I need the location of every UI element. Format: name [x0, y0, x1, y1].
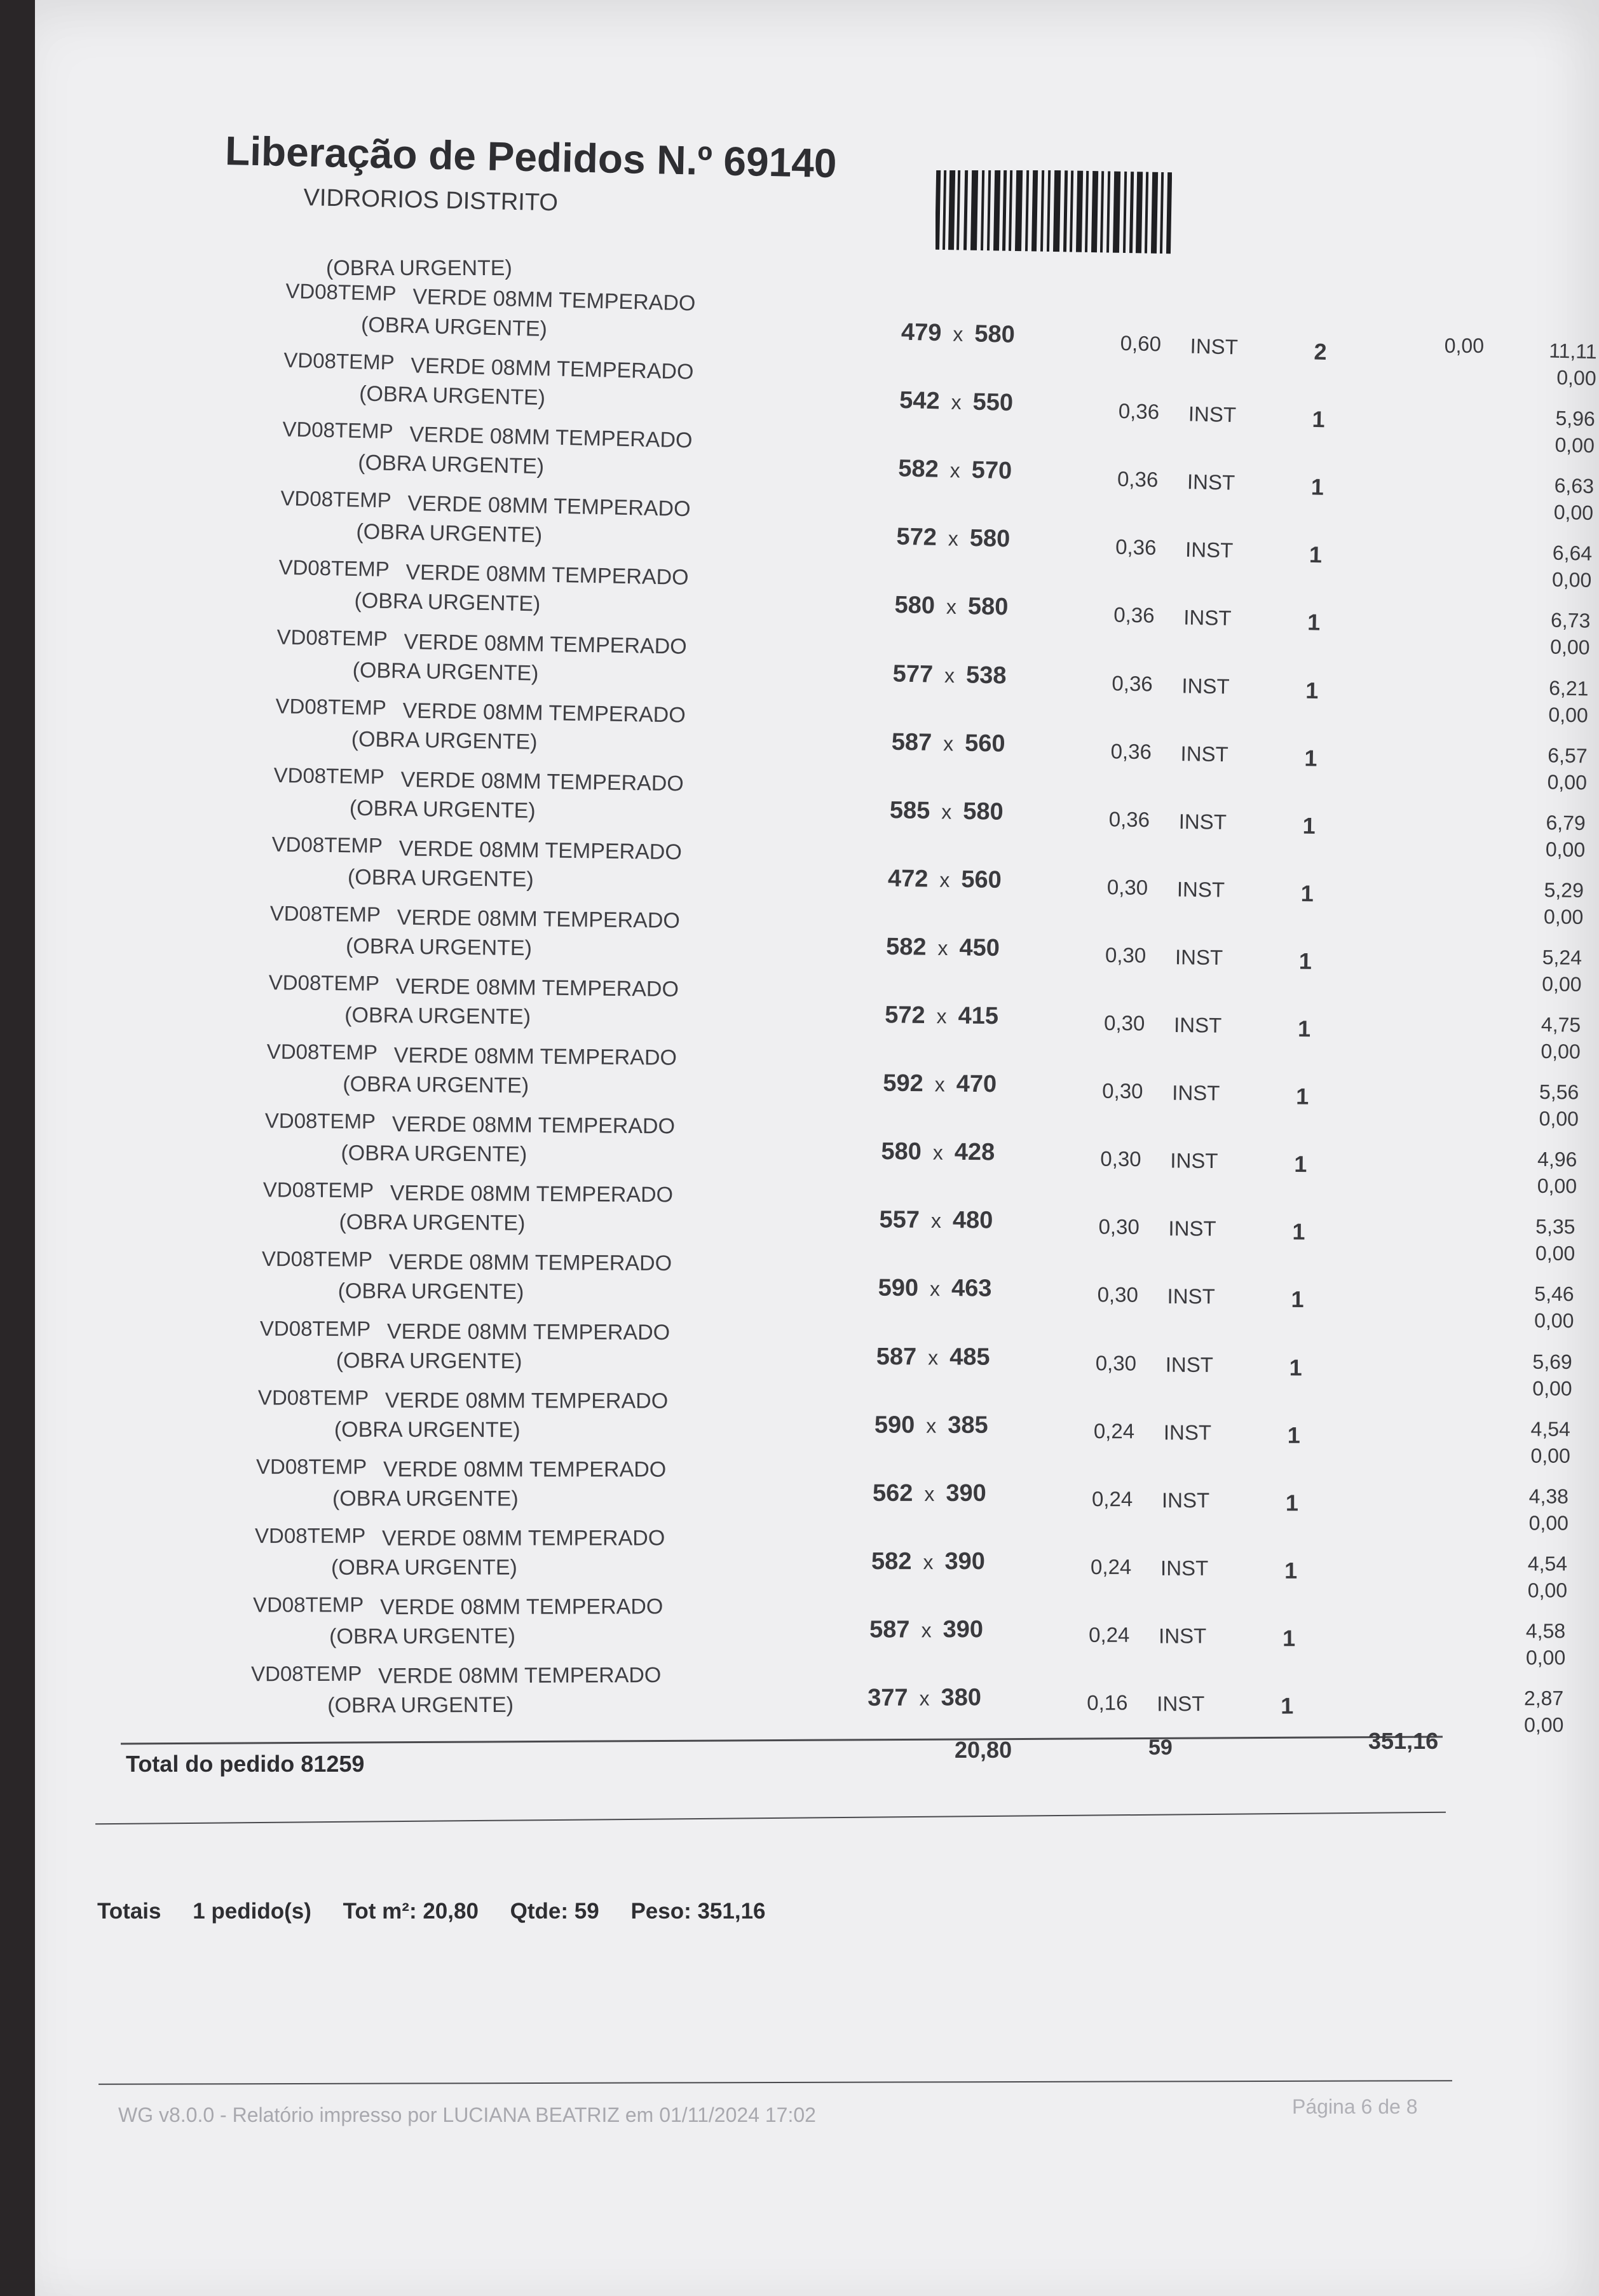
item-height: 580: [962, 798, 1004, 825]
item-value: 0,00: [1528, 1511, 1569, 1535]
item-weight: 4,54: [1527, 1552, 1567, 1575]
item-height: 538: [965, 661, 1007, 689]
item-dimensions: [896, 524, 1010, 554]
item-dimensions: [881, 1138, 995, 1166]
item-code: VD08TEMP: [271, 832, 383, 857]
item-code: VD08TEMP: [268, 970, 379, 995]
item-dimensions: [868, 1684, 981, 1712]
item-m2: 0,30: [1101, 1078, 1143, 1103]
item-process: INST: [1178, 809, 1227, 834]
item-weight: 5,56: [1539, 1080, 1579, 1104]
item-process: INST: [1190, 334, 1239, 359]
item-dimensions: [869, 1616, 983, 1643]
order-total-qty: 59: [1148, 1736, 1173, 1760]
item-product: VERDE 08MM TEMPERADO: [404, 629, 688, 659]
dim-separator: x: [932, 1141, 944, 1164]
item-width: 572: [895, 523, 937, 552]
item-note: (OBRA URGENTE): [337, 1279, 524, 1305]
item-m2: 0,36: [1113, 602, 1155, 628]
item-weight: 6,73: [1550, 608, 1591, 633]
item-value: 0,00: [1534, 1309, 1574, 1333]
item-note: (OBRA URGENTE): [336, 1348, 522, 1373]
dim-separator: x: [924, 1482, 935, 1505]
item-width: 479: [901, 318, 942, 347]
item-code: VD08TEMP: [261, 1247, 372, 1272]
item-process: INST: [1170, 1148, 1218, 1173]
item-weight: 4,96: [1537, 1148, 1577, 1171]
totais-pedidos: 1 pedido(s): [193, 1899, 311, 1924]
item-height: 463: [951, 1275, 992, 1302]
item-m2: 0,60: [1120, 330, 1162, 356]
item-m2: 0,30: [1095, 1350, 1136, 1375]
item-note: (OBRA URGENTE): [354, 588, 541, 616]
item-code: VD08TEMP: [256, 1454, 367, 1478]
item-value: 0,00: [1549, 635, 1590, 660]
item-weight: 6,21: [1549, 676, 1589, 700]
item-width: 590: [878, 1275, 918, 1302]
item-qty: 1: [1281, 1692, 1294, 1719]
item-note: (OBRA URGENTE): [349, 796, 536, 823]
item-qty: 1: [1287, 1422, 1300, 1448]
item-weight: 11,11: [1548, 339, 1598, 363]
item-note: (OBRA URGENTE): [350, 726, 538, 754]
item-width: 587: [890, 728, 932, 756]
item-process: INST: [1188, 402, 1237, 427]
item-value: 0,00: [1545, 837, 1586, 861]
item-height: 570: [970, 456, 1012, 485]
dim-separator: x: [927, 1345, 938, 1369]
first-value: 0,00: [1444, 334, 1484, 357]
dim-separator: x: [941, 800, 952, 824]
item-height: 480: [953, 1207, 993, 1234]
item-process: INST: [1173, 1013, 1221, 1037]
item-dimensions: [886, 934, 1000, 962]
item-width: 587: [876, 1343, 916, 1370]
footer-divider: [99, 2080, 1452, 2085]
item-qty: 1: [1305, 677, 1319, 703]
item-m2: 0,36: [1117, 466, 1159, 492]
item-height: 415: [957, 1002, 998, 1030]
item-height: 580: [974, 320, 1016, 348]
item-dimensions: [885, 1002, 998, 1030]
item-code: VD08TEMP: [252, 1593, 364, 1617]
item-note: (OBRA URGENTE): [342, 1071, 529, 1098]
item-product: VERDE 08MM TEMPERADO: [393, 1043, 677, 1070]
customer-name: VIDRORIOS DISTRITO: [303, 184, 559, 217]
item-code: VD08TEMP: [285, 278, 397, 306]
footer-printed-by: WG v8.0.0 - Relatório impresso por LUCIANA BEATRIZ em 01/11/2024 17:02: [118, 2103, 816, 2126]
item-product: VERDE 08MM TEMPERADO: [383, 1457, 667, 1482]
item-qty: 1: [1295, 1083, 1309, 1110]
item-qty: 1: [1284, 1557, 1297, 1584]
item-m2: 0,30: [1105, 942, 1147, 967]
item-height: 560: [961, 866, 1002, 893]
item-process: INST: [1175, 945, 1223, 970]
item-value: 0,00: [1540, 1040, 1581, 1063]
item-note: (OBRA URGENTE): [334, 1417, 521, 1442]
item-value: 0,00: [1535, 1242, 1575, 1265]
item-product: VERDE 08MM TEMPERADO: [397, 905, 681, 933]
item-dimensions: [893, 660, 1007, 689]
item-width: 590: [874, 1411, 915, 1439]
item-code: VD08TEMP: [273, 763, 384, 789]
item-code: VD08TEMP: [278, 555, 390, 581]
item-weight: 2,87: [1523, 1687, 1564, 1710]
item-width: 377: [868, 1684, 908, 1711]
item-dimensions: [874, 1411, 988, 1439]
dim-separator: x: [919, 1687, 930, 1710]
table-row: [126, 1587, 1599, 1669]
dim-separator: x: [936, 1005, 947, 1028]
item-height: 428: [954, 1139, 995, 1166]
item-m2: 0,36: [1115, 534, 1157, 560]
table-row: [131, 1383, 1599, 1467]
item-value: 0,00: [1530, 1444, 1570, 1467]
item-qty: 1: [1282, 1625, 1295, 1652]
dim-separator: x: [946, 595, 957, 619]
item-height: 380: [941, 1684, 982, 1711]
item-width: 582: [886, 933, 927, 961]
item-value: 0,00: [1543, 905, 1584, 928]
item-dimensions: [883, 1070, 997, 1099]
totais-label: Totais: [97, 1899, 161, 1924]
item-note: (OBRA URGENTE): [355, 519, 543, 548]
totais-peso: Peso: 351,16: [630, 1899, 766, 1924]
item-code: VD08TEMP: [282, 417, 393, 444]
item-process: INST: [1167, 1284, 1215, 1308]
item-process: INST: [1180, 741, 1228, 766]
item-process: INST: [1168, 1216, 1217, 1240]
item-width: 592: [882, 1070, 923, 1097]
table-row: [134, 1244, 1599, 1333]
item-code: VD08TEMP: [283, 348, 395, 374]
item-product: VERDE 08MM TEMPERADO: [386, 1319, 670, 1345]
item-width: 580: [881, 1138, 922, 1165]
dim-separator: x: [953, 322, 963, 346]
total-bottom-divider: [95, 1812, 1446, 1825]
dim-separator: x: [937, 936, 949, 960]
dim-separator: x: [926, 1414, 937, 1437]
dim-separator: x: [931, 1209, 942, 1233]
item-dimensions: [871, 1548, 985, 1575]
item-weight: 5,24: [1542, 946, 1582, 969]
item-note: (OBRA URGENTE): [352, 658, 540, 686]
item-process: INST: [1160, 1556, 1208, 1580]
item-product: VERDE 08MM TEMPERADO: [398, 836, 683, 865]
item-m2: 0,24: [1090, 1554, 1131, 1579]
item-qty: 1: [1302, 812, 1316, 839]
item-width: 587: [869, 1616, 910, 1643]
item-m2: 0,30: [1097, 1282, 1138, 1307]
order-total-weight: 351,16: [1368, 1728, 1439, 1754]
barcode-image: [936, 170, 1172, 258]
item-weight: 5,46: [1534, 1282, 1574, 1306]
item-dimensions: [894, 592, 1009, 621]
first-order-note: (OBRA URGENTE): [326, 256, 512, 280]
item-m2: 0,30: [1103, 1010, 1145, 1035]
item-qty: 1: [1289, 1354, 1302, 1380]
item-width: 542: [899, 387, 941, 415]
item-qty: 1: [1292, 1218, 1305, 1245]
item-weight: 6,57: [1547, 743, 1588, 767]
item-height: 485: [949, 1343, 990, 1371]
item-width: 582: [897, 455, 939, 483]
item-weight: 5,35: [1535, 1215, 1575, 1239]
report-title: Liberação de Pedidos N.º 69140: [224, 127, 838, 187]
item-dimensions: [901, 319, 1016, 349]
item-dimensions: [891, 728, 1005, 757]
item-qty: 1: [1303, 744, 1317, 771]
item-weight: 6,64: [1552, 541, 1593, 566]
dim-separator: x: [922, 1550, 933, 1573]
item-process: INST: [1187, 470, 1235, 494]
item-code: VD08TEMP: [276, 624, 388, 651]
item-weight: 4,58: [1525, 1619, 1565, 1643]
item-qty: 1: [1298, 948, 1312, 974]
order-total-label: Total do pedido 81259: [126, 1751, 365, 1777]
item-note: (OBRA URGENTE): [327, 1692, 514, 1718]
item-code: VD08TEMP: [280, 486, 391, 512]
item-process: INST: [1185, 538, 1234, 562]
item-process: INST: [1181, 673, 1230, 698]
item-note: (OBRA URGENTE): [330, 1555, 517, 1580]
item-height: 560: [964, 730, 1005, 757]
dim-separator: x: [948, 527, 958, 550]
item-note: (OBRA URGENTE): [359, 381, 546, 411]
item-note: (OBRA URGENTE): [347, 865, 534, 892]
item-product: VERDE 08MM TEMPERADO: [378, 1663, 662, 1688]
item-value: 0,00: [1524, 1713, 1564, 1737]
item-value: 0,00: [1546, 770, 1587, 794]
item-code: VD08TEMP: [251, 1661, 362, 1686]
item-value: 0,00: [1542, 972, 1582, 996]
page-number: Página 6 de 8: [1292, 2095, 1418, 2118]
item-qty: 1: [1309, 541, 1323, 568]
item-m2: 0,36: [1118, 398, 1160, 424]
item-qty: 1: [1310, 473, 1324, 500]
item-width: 572: [884, 1002, 925, 1029]
table-row: [128, 1520, 1599, 1602]
item-width: 585: [889, 796, 930, 824]
item-weight: 6,79: [1545, 810, 1586, 834]
item-product: VERDE 08MM TEMPERADO: [381, 1526, 665, 1551]
item-weight: 4,38: [1528, 1484, 1569, 1508]
item-qty: 1: [1312, 406, 1326, 433]
item-product: VERDE 08MM TEMPERADO: [395, 974, 679, 1002]
item-m2: 0,30: [1100, 1146, 1141, 1171]
item-dimensions: [897, 455, 1012, 485]
item-height: 580: [969, 525, 1010, 553]
item-weight: 4,54: [1530, 1417, 1570, 1441]
table-row: [136, 1174, 1599, 1265]
item-note: (OBRA URGENTE): [332, 1486, 519, 1511]
total-top-divider: [121, 1736, 1443, 1745]
item-dimensions: [878, 1275, 991, 1303]
dim-separator: x: [921, 1619, 932, 1642]
item-value: 0,00: [1553, 500, 1593, 525]
dim-separator: x: [929, 1277, 940, 1301]
item-qty: 2: [1314, 338, 1328, 365]
item-process: INST: [1171, 1080, 1220, 1105]
item-dimensions: [889, 797, 1003, 826]
item-weight: 6,63: [1553, 473, 1594, 498]
item-process: INST: [1158, 1624, 1207, 1648]
item-dimensions: [876, 1343, 990, 1371]
item-process: INST: [1162, 1488, 1210, 1512]
item-product: VERDE 08MM TEMPERADO: [412, 284, 696, 316]
item-product: VERDE 08MM TEMPERADO: [400, 767, 684, 796]
grand-totals: [97, 1899, 791, 1924]
item-code: VD08TEMP: [264, 1108, 376, 1134]
item-height: 390: [944, 1547, 985, 1575]
dim-separator: x: [939, 868, 950, 892]
item-qty: 1: [1307, 609, 1321, 636]
item-value: 0,00: [1555, 433, 1595, 458]
item-note: (OBRA URGENTE): [360, 312, 548, 341]
item-height: 450: [959, 934, 1000, 961]
item-product: VERDE 08MM TEMPERADO: [402, 698, 686, 728]
item-product: VERDE 08MM TEMPERADO: [384, 1388, 669, 1413]
item-product: VERDE 08MM TEMPERADO: [411, 353, 695, 384]
item-height: 470: [956, 1070, 997, 1098]
table-row: [132, 1314, 1599, 1400]
item-qty: 1: [1297, 1016, 1310, 1042]
item-process: INST: [1183, 606, 1232, 630]
table-row: [129, 1452, 1599, 1535]
item-value: 0,00: [1548, 702, 1589, 727]
dim-separator: x: [944, 663, 955, 687]
item-m2: 0,24: [1092, 1486, 1133, 1511]
item-product: VERDE 08MM TEMPERADO: [379, 1594, 663, 1620]
item-process: INST: [1163, 1420, 1212, 1444]
item-m2: 0,24: [1088, 1622, 1130, 1647]
item-code: VD08TEMP: [262, 1178, 374, 1202]
item-note: (OBRA URGENTE): [341, 1141, 527, 1167]
item-m2: 0,30: [1098, 1214, 1140, 1239]
item-dimensions: [880, 1207, 993, 1235]
item-width: 580: [894, 592, 936, 620]
item-dimensions: [873, 1480, 986, 1507]
item-height: 580: [967, 593, 1009, 621]
item-code: VD08TEMP: [275, 693, 386, 719]
item-m2: 0,36: [1108, 806, 1150, 831]
item-m2: 0,16: [1087, 1690, 1128, 1715]
item-height: 550: [972, 388, 1014, 417]
table-row: [124, 1654, 1599, 1737]
item-m2: 0,36: [1110, 738, 1152, 763]
item-product: VERDE 08MM TEMPERADO: [405, 560, 689, 590]
item-value: 0,00: [1537, 1174, 1577, 1198]
totais-m2: Tot m²: 20,80: [343, 1899, 479, 1924]
item-code: VD08TEMP: [266, 1039, 378, 1064]
item-value: 0,00: [1539, 1107, 1579, 1131]
item-note: (OBRA URGENTE): [339, 1210, 526, 1236]
item-process: INST: [1165, 1352, 1213, 1376]
item-weight: 5,29: [1544, 878, 1584, 902]
item-weight: 5,69: [1532, 1350, 1572, 1373]
item-product: VERDE 08MM TEMPERADO: [391, 1112, 676, 1139]
item-height: 385: [948, 1411, 988, 1439]
item-weight: 5,96: [1555, 406, 1596, 431]
dim-separator: x: [942, 731, 953, 755]
item-value: 0,00: [1532, 1376, 1572, 1400]
item-product: VERDE 08MM TEMPERADO: [390, 1181, 674, 1207]
item-height: 390: [942, 1616, 983, 1643]
item-width: 472: [887, 865, 929, 893]
item-qty: 1: [1294, 1151, 1307, 1178]
item-m2: 0,36: [1112, 670, 1153, 696]
dim-separator: x: [934, 1073, 945, 1096]
item-value: 0,00: [1525, 1646, 1566, 1669]
item-note: (OBRA URGENTE): [346, 934, 533, 961]
item-code: VD08TEMP: [257, 1385, 369, 1410]
item-code: VD08TEMP: [269, 901, 381, 927]
item-value: 0,00: [1551, 567, 1592, 592]
item-qty: 1: [1286, 1489, 1299, 1516]
item-dimensions: [888, 865, 1002, 893]
dim-separator: x: [949, 459, 960, 482]
item-product: VERDE 08MM TEMPERADO: [388, 1250, 672, 1276]
item-width: 557: [879, 1206, 920, 1234]
order-total-m2: 20,80: [955, 1737, 1012, 1763]
item-note: (OBRA URGENTE): [329, 1624, 515, 1649]
item-width: 582: [871, 1547, 911, 1575]
item-m2: 0,24: [1093, 1418, 1135, 1443]
item-width: 577: [892, 660, 934, 688]
item-m2: 0,30: [1106, 874, 1148, 899]
item-width: 562: [873, 1479, 913, 1507]
totais-qtde: Qtde: 59: [510, 1899, 599, 1924]
item-note: (OBRA URGENTE): [344, 1003, 531, 1029]
table-row: [137, 1105, 1599, 1198]
item-code: VD08TEMP: [259, 1316, 371, 1340]
item-qty: 1: [1290, 1286, 1304, 1313]
dim-separator: x: [951, 390, 962, 414]
item-value: 0,00: [1556, 365, 1597, 390]
item-product: VERDE 08MM TEMPERADO: [409, 422, 693, 453]
item-code: VD08TEMP: [254, 1523, 365, 1547]
item-qty: 1: [1300, 880, 1314, 907]
item-product: VERDE 08MM TEMPERADO: [407, 491, 691, 522]
item-weight: 4,75: [1541, 1013, 1581, 1036]
item-height: 390: [946, 1479, 987, 1507]
item-note: (OBRA URGENTE): [357, 451, 545, 479]
item-dimensions: [899, 387, 1014, 417]
item-process: INST: [1157, 1692, 1205, 1716]
item-process: INST: [1176, 877, 1225, 902]
item-value: 0,00: [1527, 1579, 1567, 1602]
